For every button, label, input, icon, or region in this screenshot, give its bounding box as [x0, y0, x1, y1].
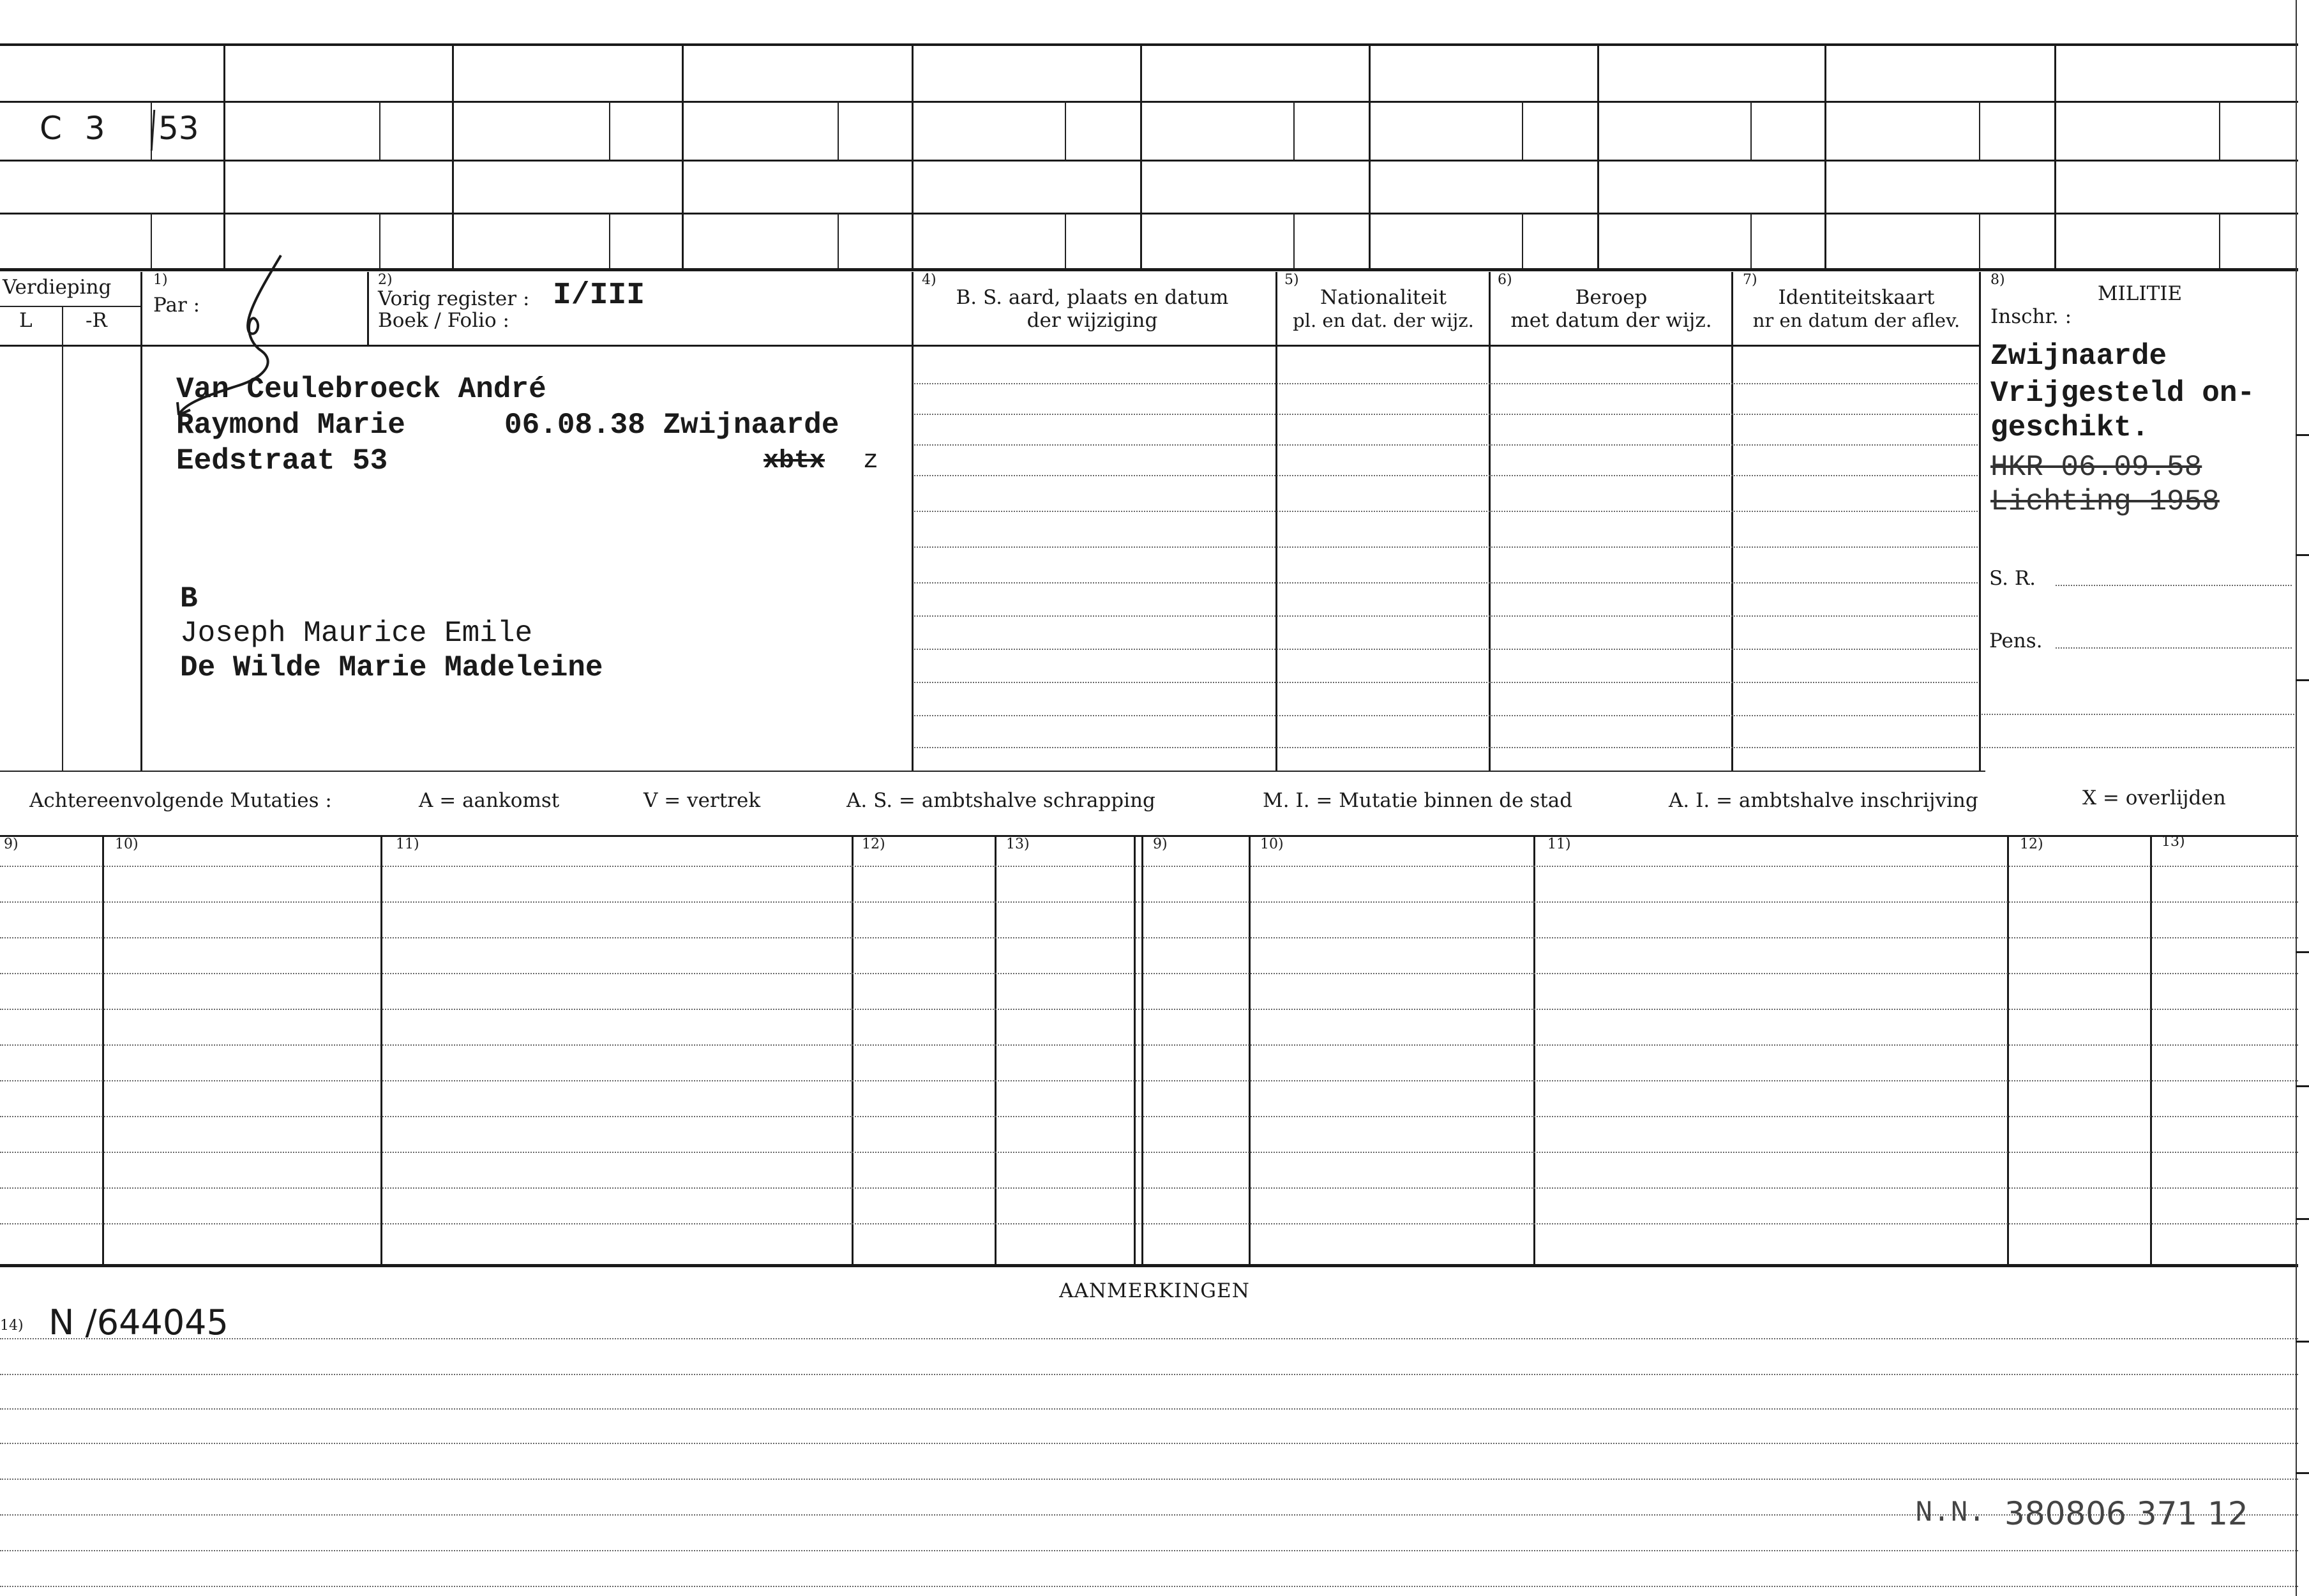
- legend-as: A. S. = ambtshalve schrapping: [846, 789, 1155, 812]
- mut-col-13b: 13): [2162, 834, 2185, 850]
- legend-title: Achtereenvolgende Mutaties :: [29, 789, 332, 812]
- mut-col-9a: 9): [4, 836, 19, 852]
- remarks-value: N /644045: [49, 1302, 229, 1343]
- mut-col-10a: 10): [115, 836, 139, 852]
- mut-col-12b: 12): [2020, 836, 2043, 852]
- father-name: Joseph Maurice Emile: [180, 617, 533, 650]
- nat-line1: Nationaliteit: [1320, 286, 1447, 309]
- legend-a: A = aankomst: [419, 789, 560, 812]
- col-l-label: L: [19, 309, 33, 332]
- code-left: C 3: [40, 110, 112, 147]
- remarks-number: 14): [0, 1318, 24, 1334]
- col-r-label: -R: [86, 309, 107, 332]
- mut-col-13a: 13): [1006, 836, 1030, 852]
- nn-label: N.N.: [1915, 1496, 1986, 1530]
- col8-number: 8): [1990, 272, 2005, 288]
- sr-label: S. R.: [1989, 567, 2036, 590]
- z-mark: z: [863, 447, 879, 476]
- inschr-label: Inschr. :: [1990, 305, 2072, 328]
- struck-text: xbtx: [763, 447, 825, 476]
- legend-mi: M. I. = Mutatie binnen de stad: [1263, 789, 1573, 812]
- mut-col-10b: 10): [1260, 836, 1284, 852]
- col7-number: 7): [1743, 272, 1757, 288]
- militie-line3: geschikt.: [1990, 411, 2149, 444]
- militie-line1: Zwijnaarde: [1990, 340, 2167, 373]
- person-name-line2: Raymond Marie: [176, 409, 405, 442]
- nn-value: 380806 371 12: [2004, 1495, 2248, 1532]
- col6-number: 6): [1498, 272, 1512, 288]
- militie-line2: Vrijgesteld on-: [1990, 377, 2255, 410]
- mother-name: De Wilde Marie Madeleine: [180, 651, 603, 684]
- boek-folio-label: Boek / Folio :: [378, 309, 509, 332]
- mut-col-9b: 9): [1153, 836, 1168, 852]
- pens-label: Pens.: [1989, 629, 2043, 652]
- legend-v: V = vertrek: [643, 789, 761, 812]
- verdieping-label: Verdieping: [3, 276, 112, 299]
- mut-col-12a: 12): [862, 836, 885, 852]
- col2-number: 2): [378, 272, 393, 288]
- bs-line2: der wijziging: [1027, 309, 1158, 332]
- beroep-line2: met datum der wijz.: [1510, 309, 1712, 332]
- mut-col-11a: 11): [396, 836, 419, 852]
- code-right: 53: [158, 110, 199, 147]
- person-name-line1: Van Ceulebroeck André: [176, 373, 546, 406]
- col5-number: 5): [1284, 272, 1299, 288]
- militie-line5: Lichting 1958: [1990, 485, 2220, 518]
- militie-label: MILITIE: [2097, 282, 2183, 305]
- nat-line2: pl. en dat. der wijz.: [1293, 310, 1474, 331]
- col1-number: 1): [153, 272, 168, 288]
- mut-col-11b: 11): [1547, 836, 1571, 852]
- bs-line1: B. S. aard, plaats en datum: [956, 286, 1229, 309]
- id-line2: nr en datum der aflev.: [1752, 310, 1960, 331]
- person-address: Eedstraat 53: [176, 444, 388, 478]
- beroep-line1: Beroep: [1575, 286, 1648, 309]
- vorig-register-value: I/III: [553, 278, 645, 313]
- id-line1: Identiteitskaart: [1778, 286, 1935, 309]
- legend-x: X = overlijden: [2082, 787, 2226, 809]
- col4-number: 4): [922, 272, 936, 288]
- par-label: Par :: [153, 294, 200, 317]
- vorig-register-label: Vorig register :: [378, 287, 530, 310]
- remarks-title: AANMERKINGEN: [1059, 1279, 1250, 1302]
- legend-ai: A. I. = ambtshalve inschrijving: [1669, 789, 1978, 812]
- parent-letter: B: [180, 582, 198, 615]
- militie-line4: HKR 06.09.58: [1990, 451, 2202, 484]
- person-birth: 06.08.38 Zwijnaarde: [504, 409, 839, 442]
